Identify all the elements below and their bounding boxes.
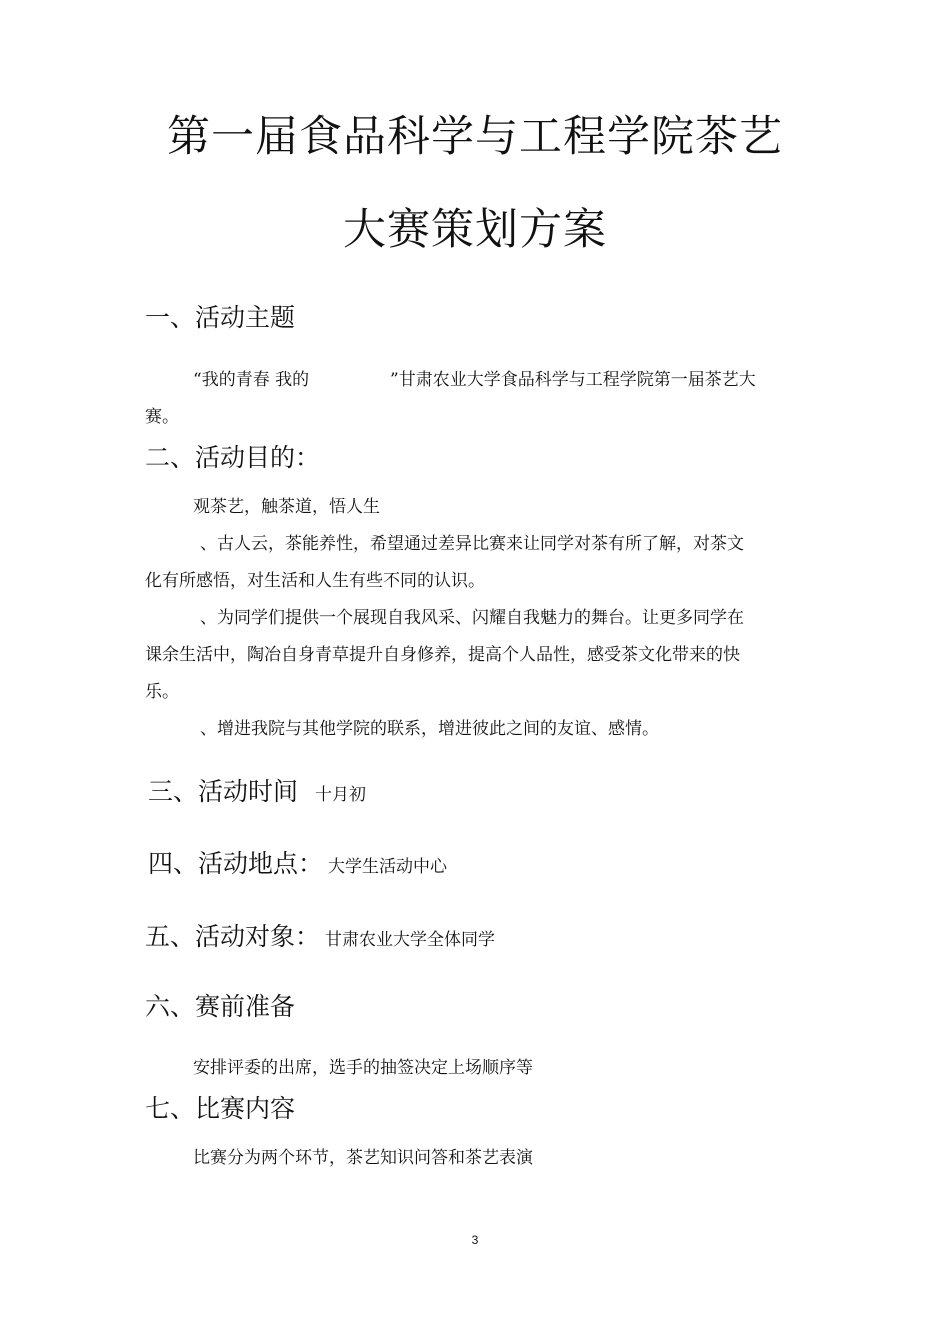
theme-quote-tail: 赛。 (145, 407, 179, 427)
section-6-heading: 六、赛前准备 (145, 992, 296, 1021)
activity-audience-value: 甘肃农业大学全体同学 (325, 930, 495, 950)
title-line-1: 第一届食品科学与工程学院茶艺 (167, 112, 783, 162)
page-number: 3 (471, 1233, 479, 1247)
activity-time-value: 十月初 (315, 785, 366, 805)
purpose-slogan: 观茶艺，触茶道，悟人生 (193, 497, 380, 517)
contest-content-text: 比赛分为两个环节，茶艺知识问答和茶艺表演 (193, 1148, 533, 1168)
title-line-2: 大赛策划方案 (343, 205, 607, 255)
preparation-text: 安排评委的出席，选手的抽签决定上场顺序等 (193, 1058, 533, 1078)
purpose-item-3: 、增进我院与其他学院的联系，增进彼此之间的友谊、感情。 (200, 719, 659, 739)
section-3-heading: 三、活动时间 (148, 777, 299, 806)
section-5-heading: 五、活动对象： (145, 922, 321, 951)
purpose-item-2-line-1: 、为同学们提供一个展现自我风采、闪耀自我魅力的舞台。让更多同学在 (200, 608, 744, 628)
theme-quote-part-1: “我的青春 我的 (193, 370, 310, 390)
purpose-item-1-line-1: 、古人云，茶能养性，希望通过差异比赛来让同学对茶有所了解，对茶文 (200, 534, 744, 554)
purpose-item-1-line-2: 化有所感悟，对生活和人生有些不同的认识。 (145, 571, 485, 591)
section-2-heading: 二、活动目的： (145, 443, 321, 472)
section-1-heading: 一、活动主题 (145, 303, 296, 332)
section-4-heading: 四、活动地点： (148, 849, 324, 878)
purpose-item-2-line-3: 乐。 (145, 682, 179, 702)
purpose-item-2-line-2: 课余生活中，陶冶自身青草提升自身修养，提高个人品性，感受茶文化带来的快 (145, 645, 740, 665)
theme-quote-part-2: ”甘肃农业大学食品科学与工程学院第一届茶艺大 (390, 370, 756, 390)
section-7-heading: 七、比赛内容 (145, 1094, 296, 1123)
activity-location-value: 大学生活动中心 (328, 857, 447, 877)
